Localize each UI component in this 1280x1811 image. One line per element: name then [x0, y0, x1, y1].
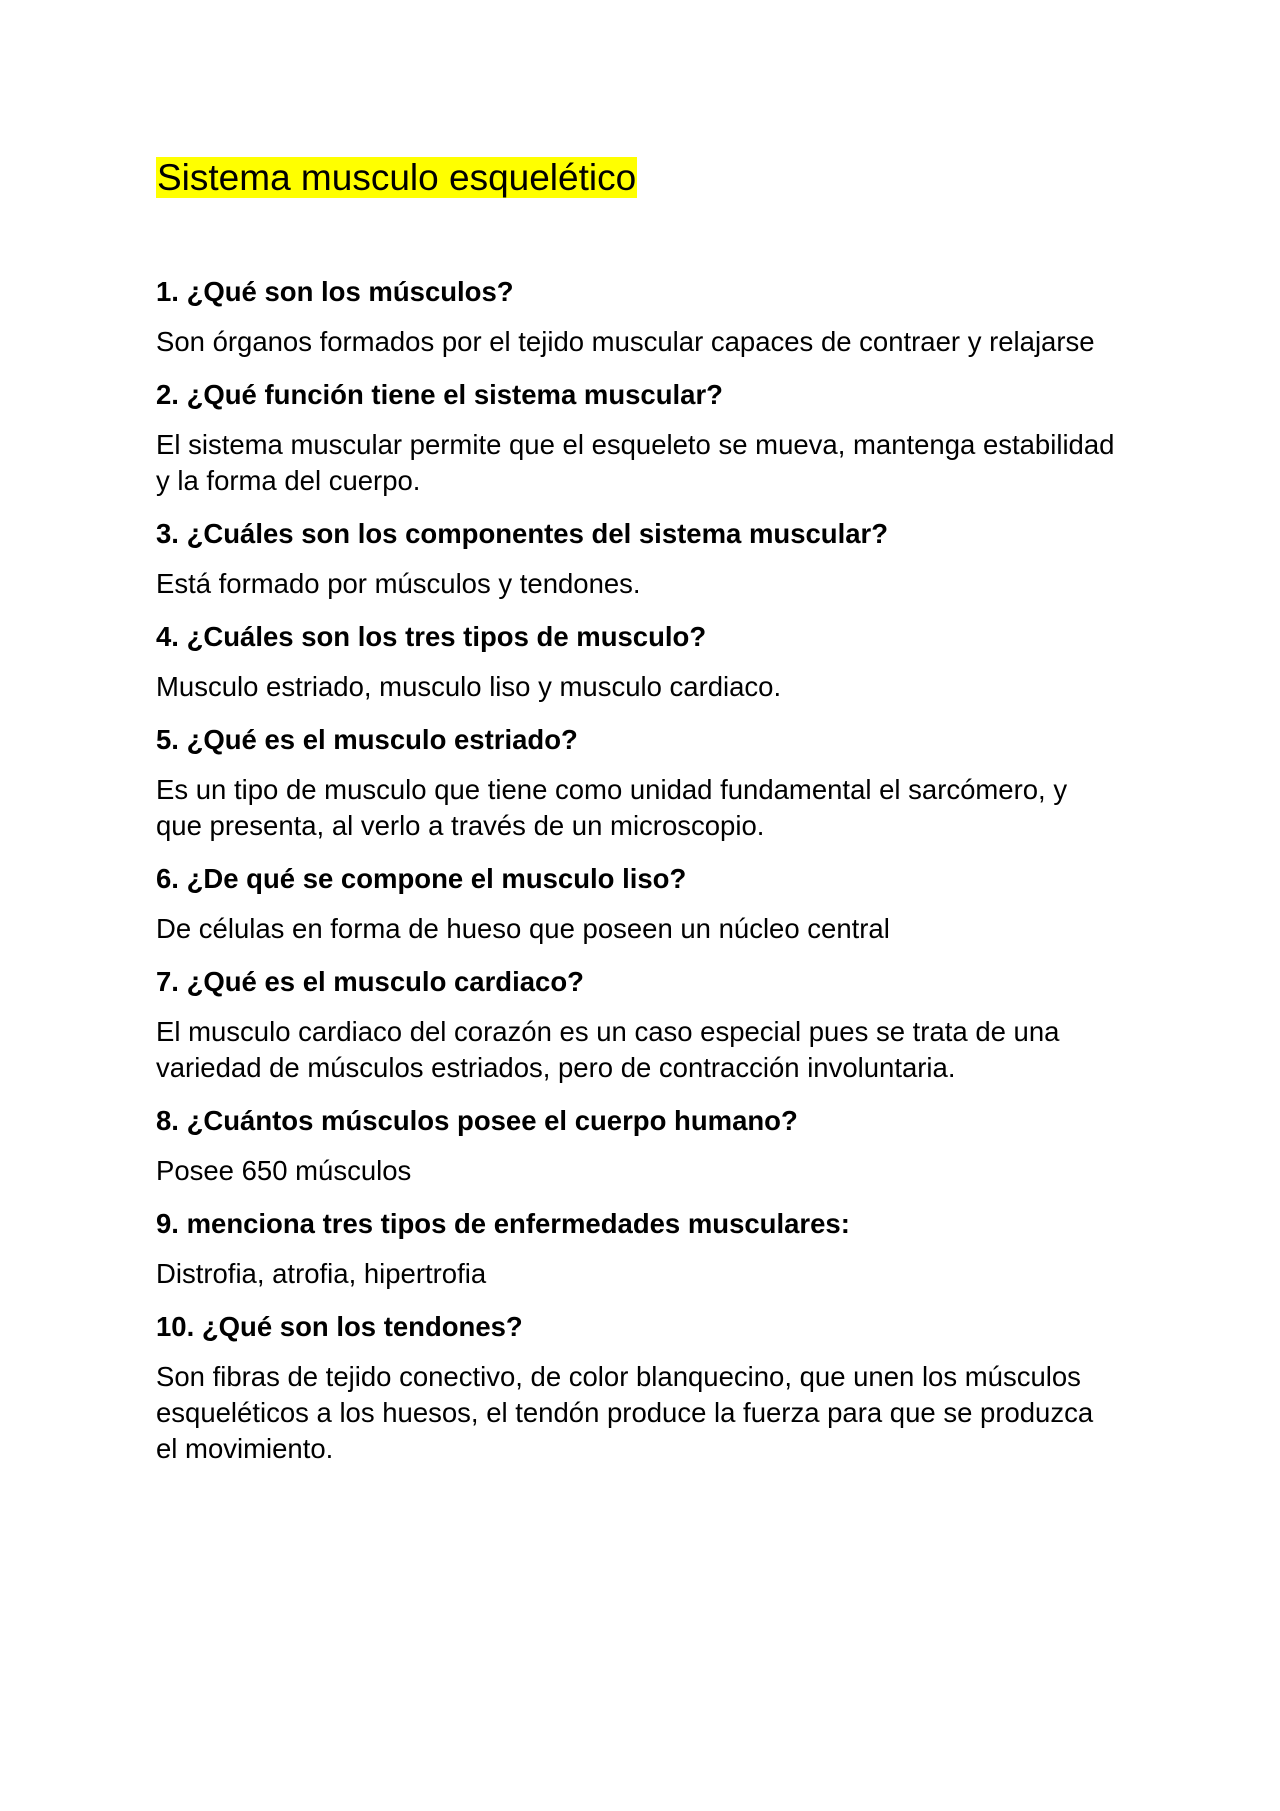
question-text: 10. ¿Qué son los tendones?: [156, 1311, 523, 1342]
qa-item: [156, 1206, 1116, 1292]
question-text: 9. menciona tres tipos de enfermedades musculares:: [156, 1208, 850, 1239]
question-text: 3. ¿Cuáles son los componentes del sistema muscular?: [156, 518, 889, 549]
answer-text: Está formado por músculos y tendones.: [156, 568, 641, 599]
answer-text: El musculo cardiaco del corazón es un caso especial pues se trata de una variedad de músculos estriados, pero de contracción involuntaria.: [156, 1016, 1060, 1083]
answer-text: Es un tipo de musculo que tiene como unidad fundamental el sarcómero, y que presenta, al verlo a través de un microscopio.: [156, 774, 1068, 841]
qa-item: [156, 722, 1116, 844]
answer-text: Posee 650 músculos: [156, 1155, 412, 1186]
answer-text: Son órganos formados por el tejido muscular capaces de contraer y relajarse: [156, 326, 1095, 357]
question-answer-list: [156, 274, 1116, 1467]
question-text: 2. ¿Qué función tiene el sistema muscular?: [156, 379, 723, 410]
answer-text: Distrofia, atrofia, hipertrofia: [156, 1258, 487, 1289]
question-text: 5. ¿Qué es el musculo estriado?: [156, 724, 578, 755]
question-text: 4. ¿Cuáles son los tres tipos de musculo?: [156, 621, 707, 652]
answer-text: De células en forma de hueso que poseen un núcleo central: [156, 913, 890, 944]
qa-item: [156, 619, 1116, 705]
qa-item: [156, 1309, 1116, 1467]
answer-text: El sistema muscular permite que el esqueleto se mueva, mantenga estabilidad y la forma del cuerpo.: [156, 429, 1115, 496]
answer-text: Son fibras de tejido conectivo, de color blanquecino, que unen los músculos esqueléticos a los huesos, el tendón produce la fuerza para que se produzca el movimiento.: [156, 1361, 1094, 1464]
document-page: [156, 150, 1116, 1484]
qa-item: [156, 861, 1116, 947]
answer-text: Musculo estriado, musculo liso y musculo cardiaco.: [156, 671, 782, 702]
question-text: 8. ¿Cuántos músculos posee el cuerpo humano?: [156, 1105, 798, 1136]
question-text: 6. ¿De qué se compone el musculo liso?: [156, 863, 687, 894]
qa-item: [156, 1103, 1116, 1189]
qa-item: [156, 377, 1116, 499]
document-title: Sistema musculo esquelético: [157, 157, 637, 198]
question-text: 1. ¿Qué son los músculos?: [156, 276, 514, 307]
qa-item: [156, 274, 1116, 360]
qa-item: [156, 516, 1116, 602]
question-text: 7. ¿Qué es el musculo cardiaco?: [156, 966, 584, 997]
title-block: [156, 150, 1116, 206]
qa-item: [156, 964, 1116, 1086]
